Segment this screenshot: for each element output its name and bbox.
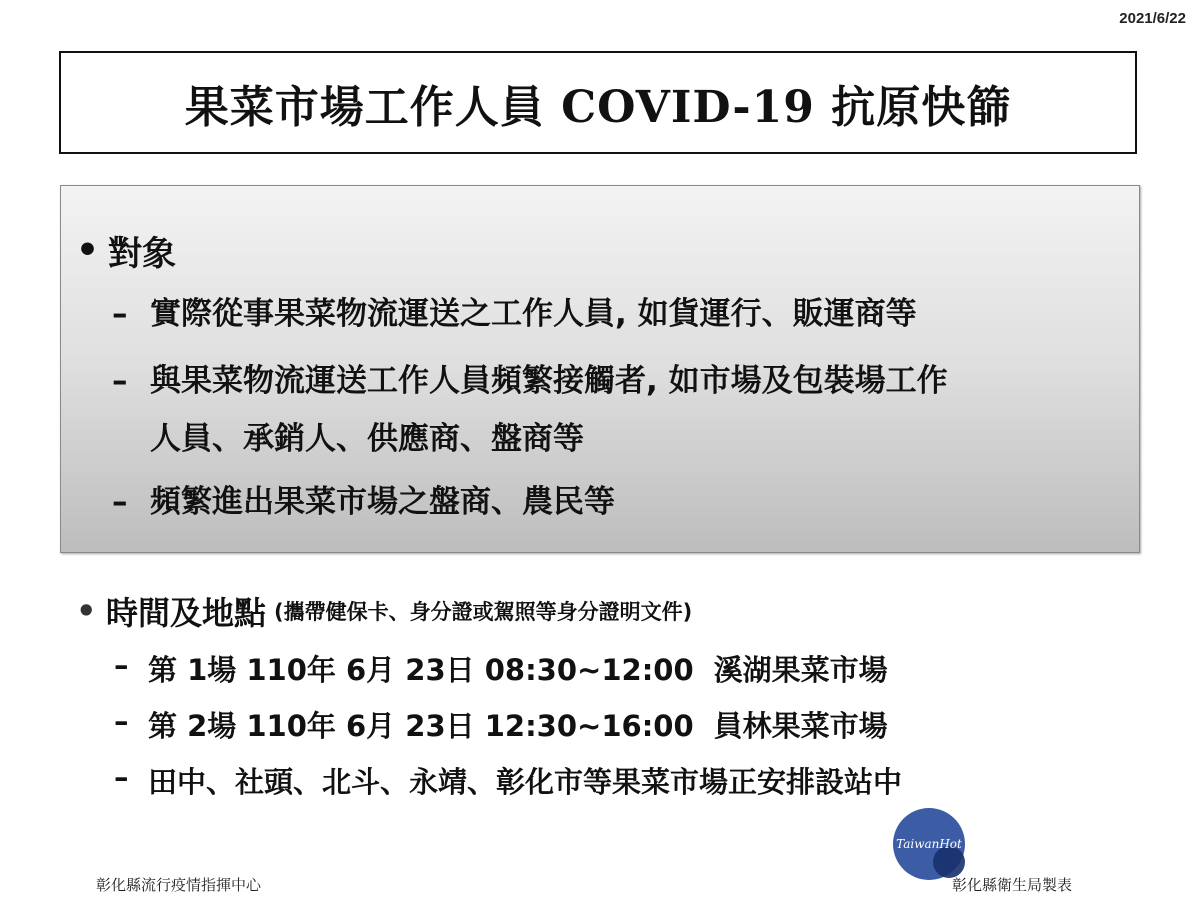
target-item-2-text bbox=[150, 350, 948, 466]
bullet-dot: • bbox=[76, 229, 100, 271]
date-label: 2021/6/22 bbox=[1119, 10, 1186, 27]
watermark-text: TaiwanHot bbox=[896, 837, 962, 851]
bullet-dot: • bbox=[76, 592, 97, 630]
footer-left: 彰化縣流行疫情指揮中心 bbox=[96, 876, 262, 894]
target-item-2 bbox=[112, 350, 948, 466]
page-title: 果菜市場工作人員 COVID-19 抗原快篩 bbox=[184, 81, 1012, 133]
schedule-item-2 bbox=[114, 704, 888, 745]
dash-marker: – bbox=[112, 484, 128, 520]
dash-marker: – bbox=[114, 760, 129, 794]
dash-marker: – bbox=[114, 648, 129, 682]
target-item-2-line-1: 與果菜物流運送工作人員頻繁接觸者, 如市場及包裝場工作 bbox=[150, 363, 948, 399]
dash-marker: – bbox=[112, 363, 128, 399]
schedule-heading-text: 時間及地點 bbox=[106, 594, 267, 632]
schedule-item-3-label: 田中、社頭、北斗、永靖、彰化市等果菜市場正安排設站中 bbox=[148, 765, 903, 799]
schedule-item-1-place: 溪湖果菜市場 bbox=[713, 653, 888, 687]
target-item-3 bbox=[112, 471, 615, 533]
schedule-heading bbox=[76, 588, 692, 634]
target-item-1 bbox=[112, 283, 917, 345]
schedule-item-1-label: 第 1場 110年 6月 23日 08:30~12:00 bbox=[148, 653, 694, 687]
taiwanhot-logo-icon bbox=[891, 806, 967, 882]
schedule-item-3 bbox=[114, 760, 902, 801]
footer-right: 彰化縣衛生局製表 bbox=[952, 876, 1073, 894]
target-heading bbox=[76, 226, 176, 275]
target-heading-text: 對象 bbox=[108, 234, 176, 274]
schedule-item-1 bbox=[114, 648, 888, 689]
dash-marker: – bbox=[112, 296, 128, 332]
schedule-note: (攜帶健保卡、身分證或駕照等身分證明文件) bbox=[274, 600, 693, 624]
dash-marker: – bbox=[114, 704, 129, 738]
schedule-item-2-label: 第 2場 110年 6月 23日 12:30~16:00 bbox=[148, 709, 694, 743]
schedule-item-2-place: 員林果菜市場 bbox=[713, 709, 888, 743]
title-box bbox=[59, 51, 1137, 154]
target-item-3-text: 頻繁進出果菜市場之盤商、農民等 bbox=[150, 484, 615, 520]
target-item-1-text: 實際從事果菜物流運送之工作人員, 如貨運行、販運商等 bbox=[150, 296, 917, 332]
target-item-2-line-2: 人員、承銷人、供應商、盤商等 bbox=[150, 421, 584, 457]
